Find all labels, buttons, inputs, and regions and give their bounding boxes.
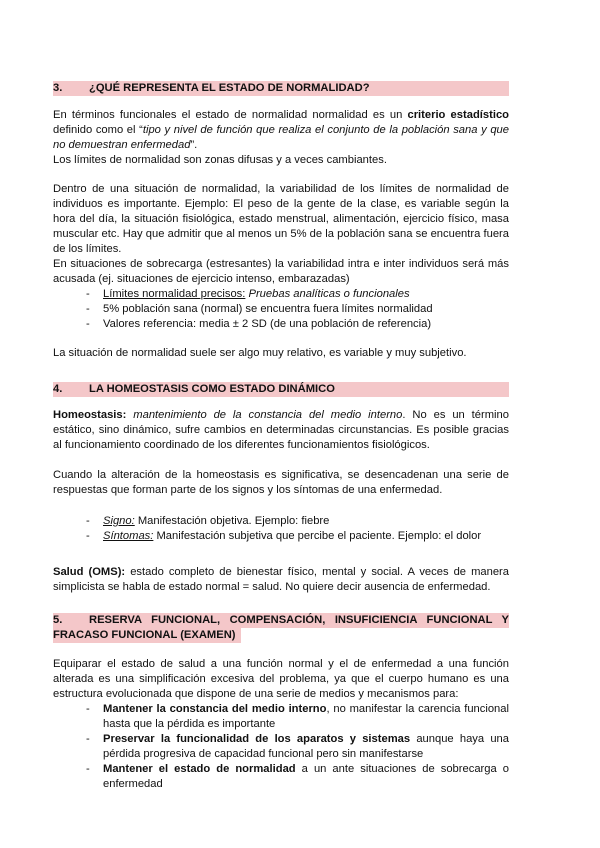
- s5-list: [53, 702, 509, 792]
- section-5-title-1: RESERVA FUNCIONAL, COMPENSACIÓN, INSUFICIENCIA FUNCIONAL Y: [89, 614, 509, 626]
- list-item: [53, 762, 509, 792]
- section-4-title: LA HOMEOSTASIS COMO ESTADO DINÁMICO: [89, 383, 335, 395]
- list-item: [53, 317, 509, 332]
- section-5-title-2: FRACASO FUNCIONAL (EXAMEN): [53, 629, 236, 641]
- s4-p1-text: . No es un término estático, sino dinámico, sufre cambios en determinadas circunstancias. Es posible gracias al funcionamiento coordinado de los diferentes funcionamientos fisiológicos.: [53, 409, 509, 451]
- s5-l2-bold: Preservar la funcionalidad de los aparatos y sistemas: [103, 733, 411, 745]
- section-3-title: ¿QUÉ REPRESENTA EL ESTADO DE NORMALIDAD?: [89, 82, 370, 94]
- list-item: [53, 529, 509, 544]
- list-item: [53, 302, 509, 317]
- s4-paragraph-3: [53, 565, 509, 595]
- s4-l2-text: Manifestación subjetiva que percibe el paciente. Ejemplo: el dolor: [153, 530, 482, 542]
- s3-p1-end: ”.: [190, 139, 198, 151]
- s4-list: [53, 514, 509, 544]
- s4-paragraph-2: Cuando la alteración de la homeostasis es significativa, se desencadenan una serie de respuestas que forman parte de los signos y los síntomas de una enfermedad.: [53, 469, 509, 496]
- s3-l1-text: Pruebas analíticas o funcionales: [245, 288, 410, 300]
- list-item: [53, 287, 509, 302]
- s4-p3-text: estado completo de bienestar físico, mental y social. A veces de manera simplicista se habla de estado normal = salud. No quiere decir ausencia de enfermedad.: [53, 566, 510, 593]
- s3-paragraph-2: Los límites de normalidad son zonas difusas y a veces cambiantes.: [53, 154, 387, 166]
- dash: -: [86, 318, 90, 330]
- s3-paragraph-4: En situaciones de sobrecarga (estresantes) la variabilidad intra e inter individuos será más acusada (ej. situaciones de ejercicio intenso, embarazadas): [53, 258, 509, 285]
- s3-l3-text: Valores referencia: media ± 2 SD (de una población de referencia): [103, 318, 432, 330]
- dash: -: [86, 703, 90, 715]
- s3-list: [53, 287, 509, 332]
- section-5-number: 5.: [53, 614, 63, 626]
- dash: -: [86, 763, 90, 775]
- s3-l1-label: Límites normalidad precisos:: [103, 288, 246, 300]
- section-5-title-line-2: [53, 628, 241, 643]
- section-5-heading: [53, 613, 509, 643]
- dash: -: [86, 515, 90, 527]
- section-3-number: 3.: [53, 82, 63, 94]
- s3-paragraph-1: [53, 108, 509, 153]
- section-4-heading: [53, 382, 509, 397]
- dash: -: [86, 733, 90, 745]
- s4-p1-italic: mantenimiento de la constancia del medio interno: [126, 409, 403, 421]
- s5-paragraph-1: Equiparar el estado de salud a una función normal y el de enfermedad a una función alterada es una simplificación excesiva del problema, ya que el cuerpo humano es una estructura evolucionada que dispone de una serie de medios y mecanismos para:: [53, 658, 509, 700]
- dash: -: [86, 288, 90, 300]
- s3-l2-text: 5% población sana (normal) se encuentra fuera límites normalidad: [103, 303, 433, 315]
- s5-l3-bold: Mantener el estado de normalidad: [103, 763, 296, 775]
- s5-l1-bold: Mantener la constancia del medio interno: [103, 703, 327, 715]
- s3-p1-quote: tipo y nivel de función que realiza el conjunto de la población sana y que no demuestran enfermedad: [53, 124, 509, 151]
- s5-l2-text: aunque haya una pérdida progresiva de capacidad funcional pero sin manifestarse: [103, 733, 509, 760]
- s3-p1-text: En términos funcionales el estado de normalidad normalidad es un: [53, 109, 408, 121]
- s3-p1-bold: criterio estadístico: [407, 109, 509, 121]
- s4-l1-text: Manifestación objetiva. Ejemplo: fiebre: [134, 515, 330, 527]
- dash: -: [86, 530, 90, 542]
- section-3-heading: [53, 81, 509, 96]
- s4-p1-bold: Homeostasis:: [53, 409, 127, 421]
- s3-paragraph-5: La situación de normalidad suele ser algo muy relativo, es variable y muy subjetivo.: [53, 347, 467, 359]
- s3-paragraph-3: Dentro de una situación de normalidad, la variabilidad de los límites de normalidad de individuos es importante. Ejemplo: El peso de la gente de la clase, es variable según la hora del día, la situación fisiológica, estado menstrual, alimentación, ejercicio físico, masa muscular etc. Hay que admitir que al menos un 5% de la población sana se encuentra fuera de los límites.: [53, 183, 509, 255]
- section-5-title-line-1: [53, 613, 509, 628]
- dash: -: [86, 303, 90, 315]
- s5-l1-text: , no manifestar la carencia funcional hasta que la pérdida es importante: [103, 703, 509, 730]
- section-4-number: 4.: [53, 383, 63, 395]
- s5-l3-text: a un ante situaciones de sobrecarga o enfermedad: [103, 763, 509, 790]
- s4-l1-label: Signo:: [103, 515, 135, 527]
- s3-p1-text-2: definido como el “: [53, 124, 143, 136]
- list-item: [53, 514, 509, 529]
- s4-p3-bold: Salud (OMS):: [53, 566, 126, 578]
- s4-l2-label: Síntomas:: [103, 530, 154, 542]
- list-item: [53, 702, 509, 732]
- s4-paragraph-1: [53, 408, 509, 453]
- list-item: [53, 732, 509, 762]
